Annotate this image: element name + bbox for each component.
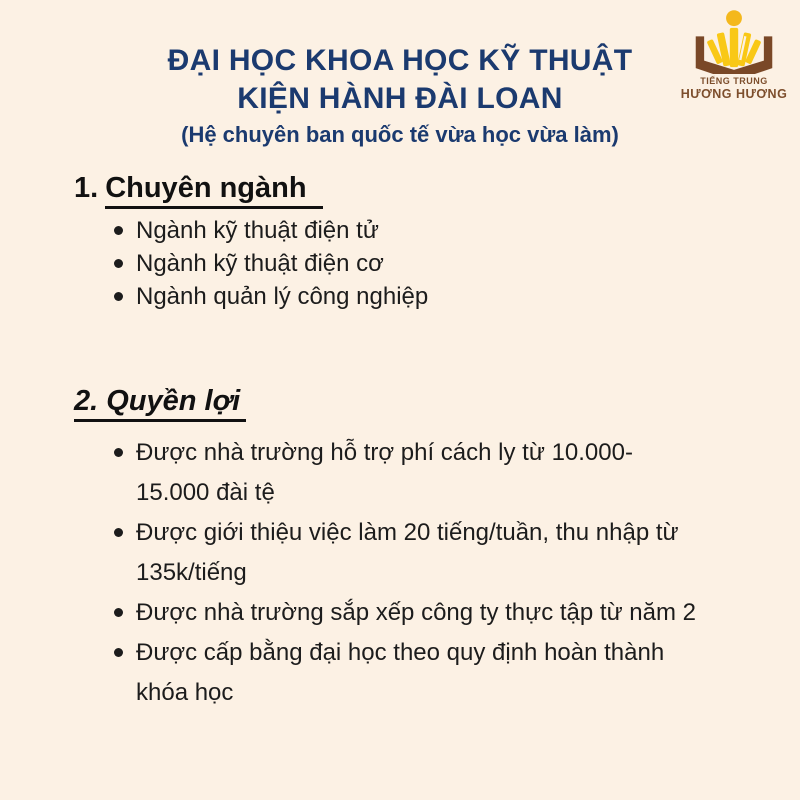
page-title-line2: KIỆN HÀNH ĐÀI LOAN bbox=[237, 82, 563, 115]
page-title-line1: ĐẠI HỌC KHOA HỌC KỸ THUẬT bbox=[167, 44, 633, 77]
open-book-logo-icon bbox=[692, 8, 776, 74]
section-benefits-title bbox=[74, 385, 246, 422]
list-item-text: Ngành kỹ thuật điện tử bbox=[136, 217, 379, 244]
section-majors-heading bbox=[74, 170, 800, 206]
list-item bbox=[74, 633, 699, 713]
section-majors-number: 1. bbox=[74, 172, 99, 204]
logo-text-line2: HƯƠNG HƯƠNG bbox=[680, 87, 788, 101]
list-item-text: Ngành quản lý công nghiệp bbox=[136, 283, 429, 310]
list-item bbox=[74, 593, 699, 633]
section-benefits-number: 2. bbox=[74, 385, 99, 417]
list-item bbox=[74, 247, 800, 280]
majors-list bbox=[74, 214, 800, 313]
list-item bbox=[74, 433, 699, 513]
list-item-text: Được cấp bằng đại học theo quy định hoàn thành khóa học bbox=[136, 639, 665, 706]
brand-logo bbox=[678, 8, 790, 101]
section-benefits bbox=[74, 383, 800, 713]
section-majors bbox=[74, 170, 800, 313]
benefits-list bbox=[74, 433, 699, 713]
list-item-text: Được giới thiệu việc làm 20 tiếng/tuần, thu nhập từ 135k/tiếng bbox=[136, 519, 679, 586]
list-item bbox=[74, 513, 699, 593]
list-item bbox=[74, 280, 800, 313]
list-item-text: Ngành kỹ thuật điện cơ bbox=[136, 250, 384, 277]
list-item bbox=[74, 214, 800, 247]
list-item-text: Được nhà trường hỗ trợ phí cách ly từ 10.000-15.000 đài tệ bbox=[136, 439, 633, 506]
section-benefits-heading bbox=[74, 383, 800, 419]
page-subtitle: (Hệ chuyên ban quốc tế vừa học vừa làm) bbox=[181, 122, 619, 147]
section-majors-title: Chuyên ngành bbox=[105, 172, 322, 209]
list-item-text: Được nhà trường sắp xếp công ty thực tập từ năm 2 bbox=[136, 599, 697, 626]
section-benefits-title-text: Quyền lợi bbox=[106, 385, 241, 417]
logo-text-line1: TIẾNG TRUNG bbox=[700, 76, 768, 86]
